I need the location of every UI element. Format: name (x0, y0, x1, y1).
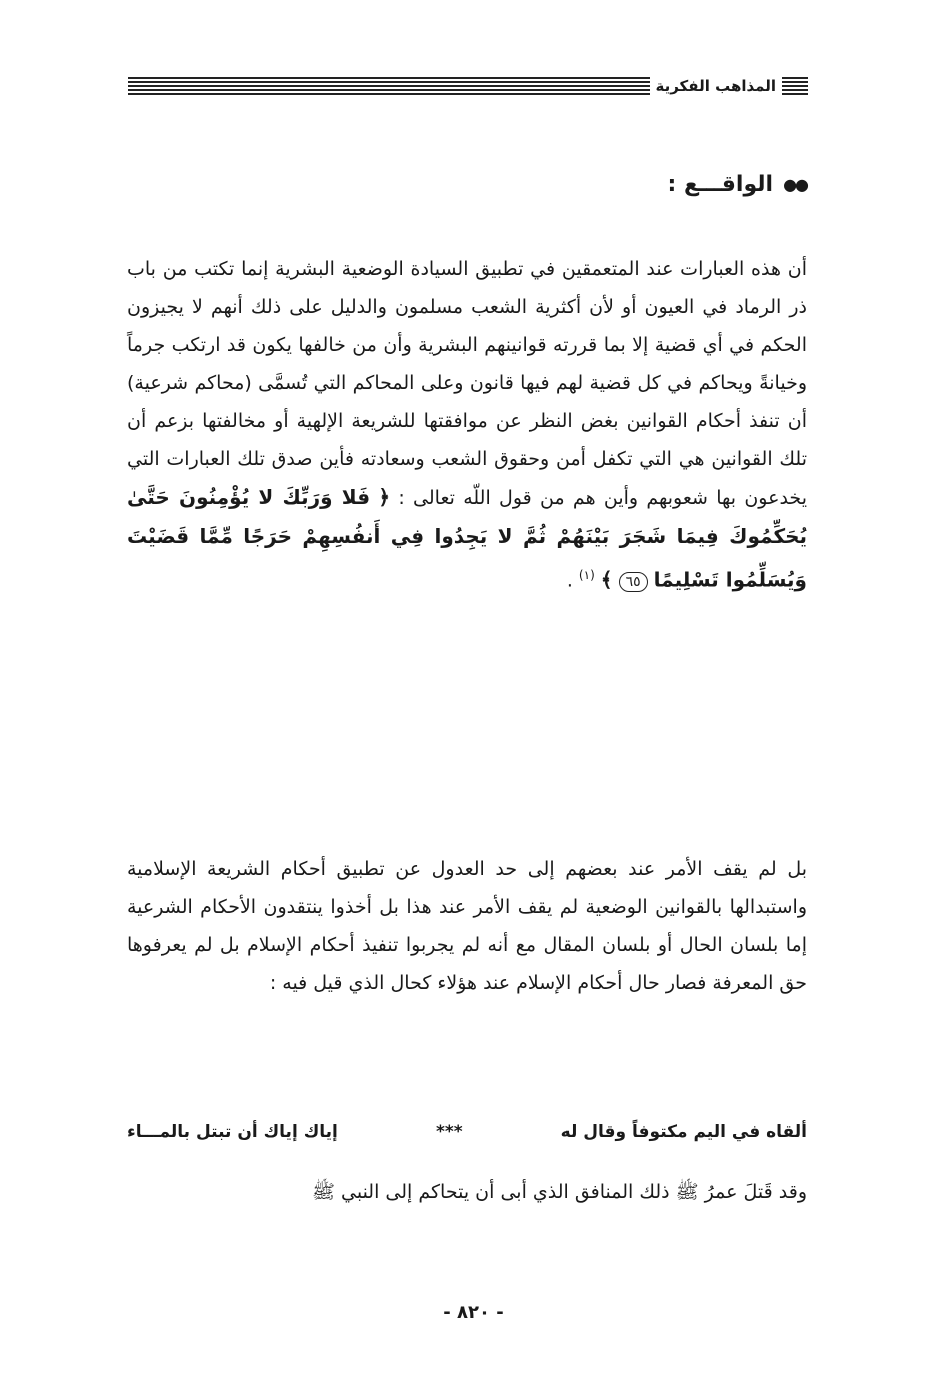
quran-open-bracket: ﴿ (378, 485, 391, 509)
quran-verse: فَلا وَرَبِّكَ لا يُؤْمِنُونَ حَتَّىٰ يُحَكِّمُوكَ فِيمَا شَجَرَ بَيْنَهُمْ ثُمَّ لا يَجِدُوا فِي أَنفُسِهِمْ حَرَجًا مِّمَّا قَضَيْتَ وَيُسَلِّمُوا تَسْلِيمًا (127, 485, 807, 592)
poem-line (127, 1122, 807, 1142)
paragraph-2 (127, 850, 807, 1002)
running-header (128, 72, 808, 100)
verse-number-badge: ٦٥ (619, 572, 648, 592)
paragraph-1 (127, 250, 807, 599)
poem-separator: *** (435, 1122, 463, 1142)
header-rule-right (782, 77, 808, 95)
paragraph-1-end: . (566, 569, 573, 592)
paragraph-2-text: بل لم يقف الأمر عند بعضهم إلى حد العدول عن تطبيق أحكام الشريعة الإسلامية واستبدالها بالقوانين الوضعية لم يقف الأمر عند هذا بل أخذوا ينتقدون الأحكام الشرعية إما بلسان الحال أو بلسان المقال مع أنه لم يجربوا تنفيذ أحكام الإسلام بل لم يعرفوها حق المعرفة فصار حال أحكام الإسلام عند هؤلاء كحال الذي قيل فيه : (127, 858, 807, 994)
section-heading (667, 172, 807, 197)
section-heading-text: الواقـــع : (667, 172, 774, 197)
quran-close-bracket: ﴾ (600, 567, 613, 592)
header-title: المذاهب الفكرية (655, 77, 776, 95)
bullet-icon: ●● (783, 175, 807, 194)
poem-hemistich-2: إياك إياك أن تبتل بالمـــاء (127, 1122, 338, 1142)
poem-hemistich-1: ألقاه في اليم مكتوفاً وقال له (560, 1122, 807, 1142)
header-rule-left (128, 77, 650, 95)
paragraph-1-text: أن هذه العبارات عند المتعمقين في تطبيق السيادة الوضعية البشرية إنما تكتب من باب ذر الرماد في العيون أو لأن أكثرية الشعب مسلمون والدليل على ذلك أنهم لا يجيزون الحكم في أي قضية إلا بما قررته قوانينهم البشرية وأن من خالفها يكون قد ارتكب جرماً وخيانةً ويحاكم في كل قضية لهم فيها قانون وعلى المحاكم التي تُسمَّى (محاكم شرعية) أن تنفذ أحكام القوانين بغض النظر عن موافقتها للشريعة الإلهية أو مخالفتها بزعم أن تلك القوانين هي التي تكفل أمن وحقوق الشعب وسعادته فأين صدق تلك العبارات التي يخدعون بها شعوبهم وأين هم من قول اللّه تعالى : (127, 258, 807, 509)
closing-line (127, 1180, 807, 1208)
footnote-reference: (١) (578, 568, 595, 582)
page-number: - ٨٢٠ - (443, 1302, 504, 1323)
closing-line-text: وقد قَتلَ عمرُ ﷺ ذلك المنافق الذي أبى أن يتحاكم إلى النبي ﷺ (312, 1181, 807, 1203)
